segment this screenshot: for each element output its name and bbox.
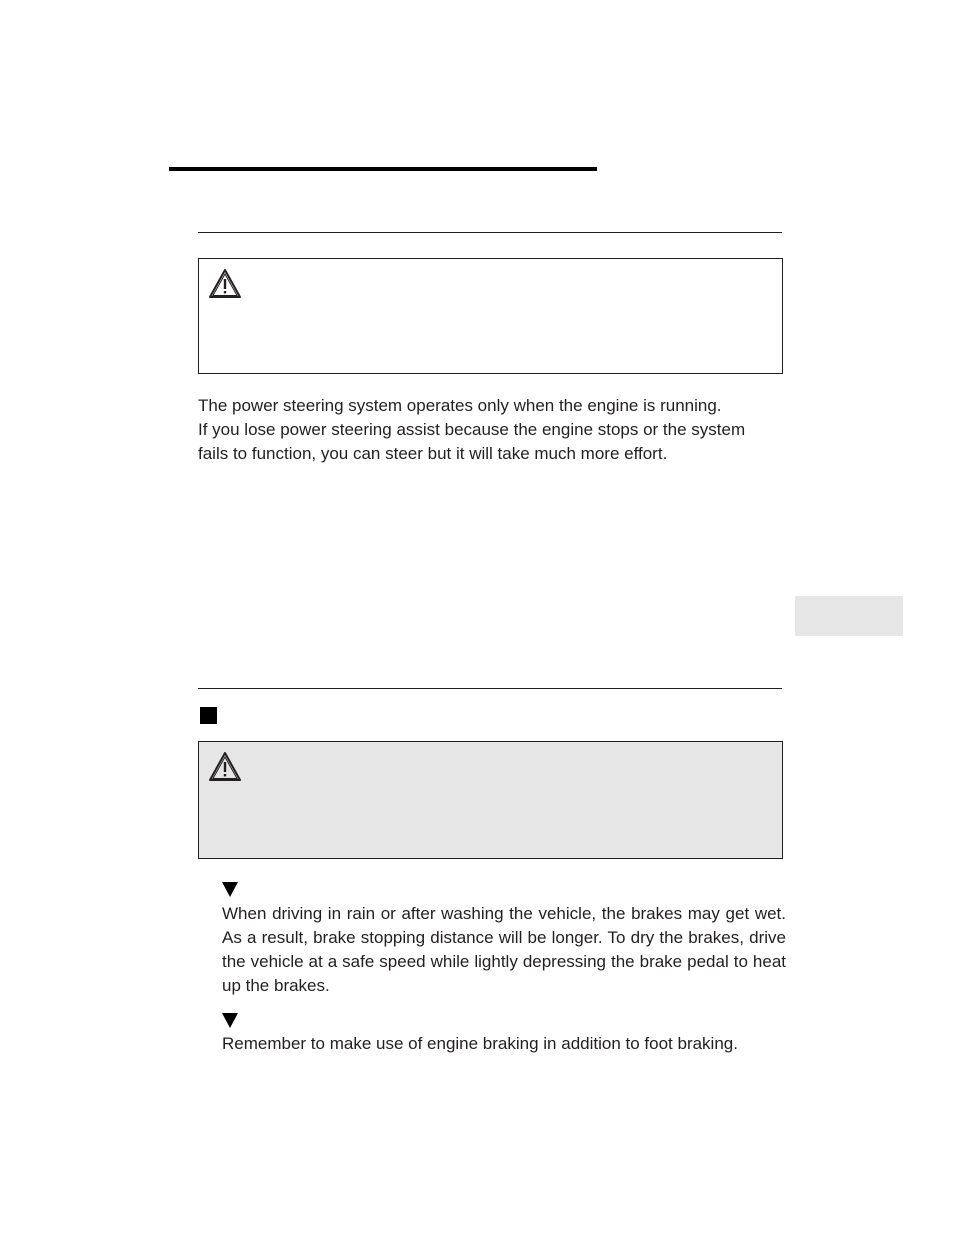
- steering-paragraph-line-1: The power steering system operates only when the engine is running.: [198, 396, 722, 415]
- chapter-title-rule: [169, 167, 597, 171]
- warning-triangle-icon: [208, 268, 242, 299]
- down-triangle-icon: [222, 1013, 238, 1028]
- brakes-section-rule: [198, 688, 782, 689]
- steering-paragraph: [198, 394, 786, 466]
- down-triangle-icon: [222, 882, 238, 897]
- brakes-caution-box: [198, 741, 783, 859]
- steering-paragraph-line-2: If you lose power steering assist because the engine stops or the system: [198, 420, 746, 439]
- square-bullet-icon: [200, 707, 217, 724]
- steering-paragraph-line-3: fails to function, you can steer but it will take much more effort.: [198, 444, 668, 463]
- wet-brakes-tip: When driving in rain or after washing the vehicle, the brakes may get wet. As a result, brake stopping distance will be longer. To dry the brakes, drive the vehicle at a safe speed while lightly depressing the brake pedal to heat up the brakes.: [222, 904, 786, 995]
- steering-section-rule: [198, 232, 782, 233]
- engine-braking-tip: Remember to make use of engine braking in addition to foot braking.: [222, 1034, 738, 1053]
- warning-triangle-icon: [208, 751, 242, 782]
- steering-caution-box: [198, 258, 783, 374]
- chapter-side-tab: [795, 596, 903, 636]
